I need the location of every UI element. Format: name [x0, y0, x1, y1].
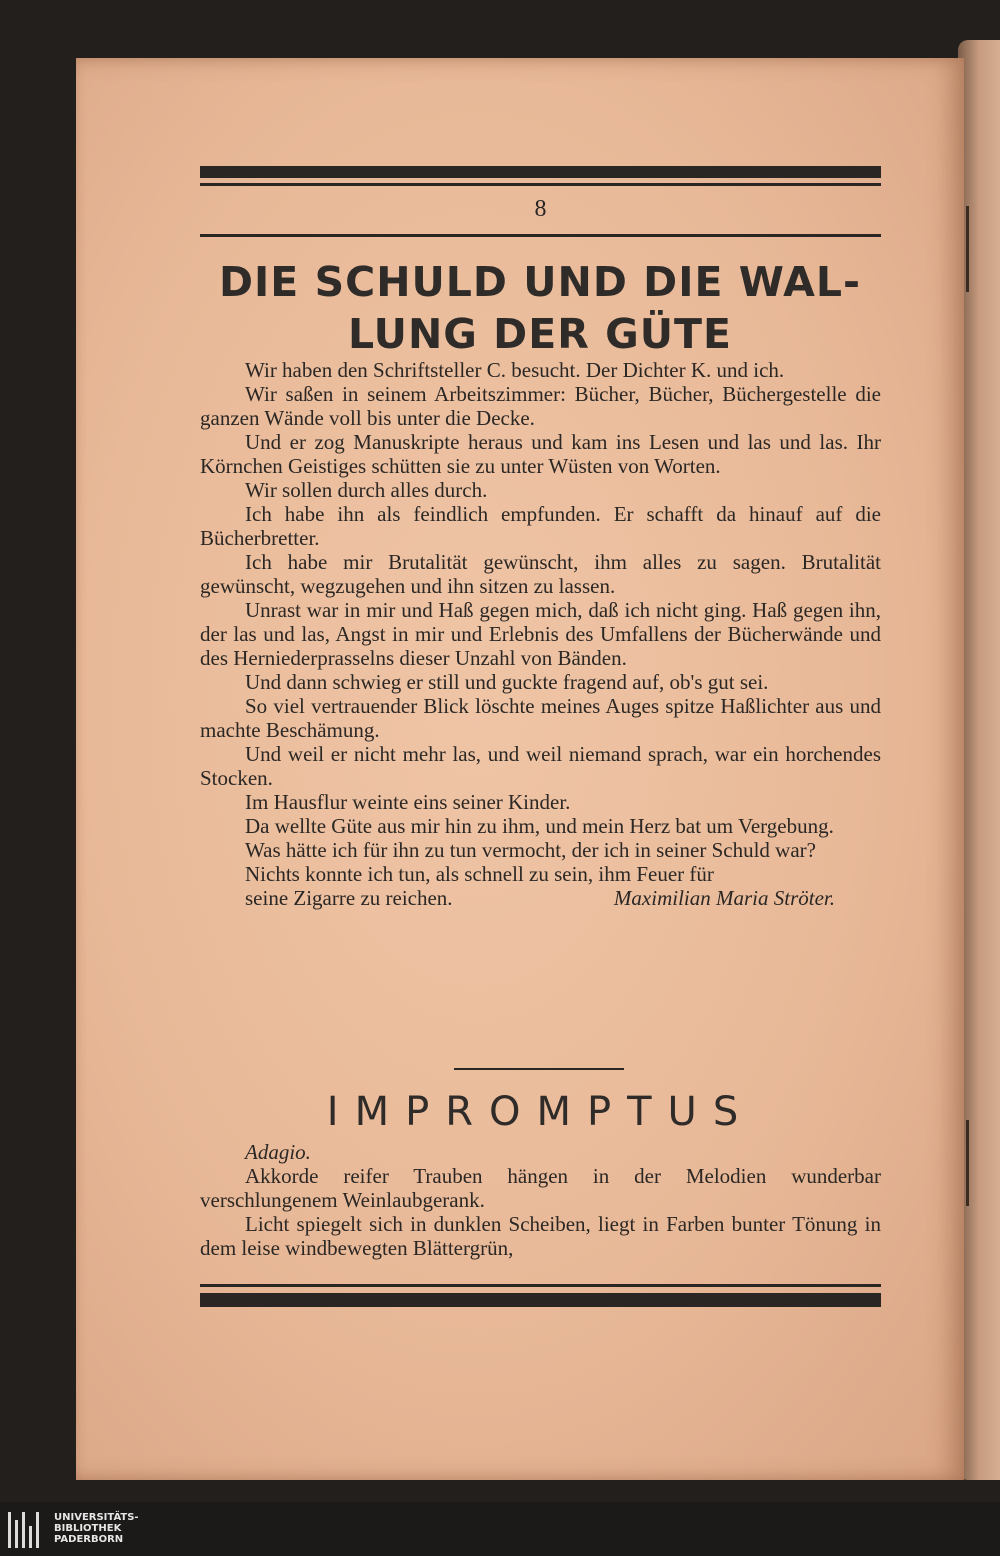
paragraph: Und dann schwieg er still und guckte fragend auf, ob's gut sei. [245, 670, 769, 694]
binding-stitch [966, 206, 969, 292]
header-thin-rule [200, 183, 881, 186]
section-divider [454, 1068, 624, 1070]
paragraph: So viel vertrauender Blick löschte meines Auges spitze Haßlichter aus und machte Beschämung. [200, 694, 881, 742]
library-line: BIBLIOTHEK [54, 1523, 122, 1534]
library-logo-icon [8, 1512, 46, 1548]
binding-stitch [966, 1120, 969, 1206]
closing-line [200, 886, 881, 910]
paragraph: Akkorde reifer Trauben hängen in der Melodien wunderbar verschlungenem Weinlaubgerank. [200, 1164, 881, 1212]
footer-thin-rule [200, 1284, 881, 1287]
paragraph: Ich habe ihn als feindlich empfunden. Er schafft da hinauf auf die Bücherbretter. [200, 502, 881, 550]
tempo-marking: Adagio. [245, 1140, 311, 1164]
footer-thick-rule [200, 1293, 881, 1307]
page-number: 8 [534, 196, 547, 222]
story-body [200, 358, 881, 910]
library-name [54, 1512, 139, 1545]
title-line: DIE SCHULD UND DIE WAL- [219, 258, 861, 306]
author-signature: Maximilian Maria Ströter. [613, 886, 835, 910]
paragraph: Licht spiegelt sich in dunklen Scheiben, liegt in Farben bunter Tönung in dem leise windbewegten Blättergrün, [200, 1212, 881, 1260]
paragraph: Wir saßen in seinem Arbeitszimmer: Bücher, Bücher, Büchergestelle die ganzen Wände voll bis unter die Decke. [200, 382, 881, 430]
paragraph: Und weil er nicht mehr las, und weil niemand sprach, war ein horchendes Stocken. [200, 742, 881, 790]
story-title [195, 256, 885, 360]
impromptus-heading: IMPROMPTUS [326, 1089, 755, 1135]
paragraph: Unrast war in mir und Haß gegen mich, daß ich nicht ging. Haß gegen ihn, der las und las, Angst in mir und Erlebnis des Umfallens der Bücherwände und des Herniederprasselns dieser Unzahl von Bänden. [200, 598, 881, 670]
facing-page-edge [958, 40, 1000, 1480]
header-bottom-rule [200, 234, 881, 237]
title-line: LUNG DER GÜTE [347, 310, 732, 358]
header-thick-rule [200, 166, 881, 178]
library-footer [0, 1502, 1000, 1556]
paragraph: Nichts konnte ich tun, als schnell zu sein, ihm Feuer für [245, 862, 714, 886]
paragraph: Im Hausflur weinte eins seiner Kinder. [245, 790, 571, 814]
impromptus-body [200, 1140, 881, 1260]
closing-text: seine Zigarre zu reichen. [245, 886, 453, 910]
paragraph: Was hätte ich für ihn zu tun vermocht, der ich in seiner Schuld war? [245, 838, 816, 862]
paragraph: Und er zog Manuskripte heraus und kam ins Lesen und las und las. Ihr Körnchen Geistiges schütten sie zu unter Wüsten von Worten. [200, 430, 881, 478]
paragraph: Wir sollen durch alles durch. [245, 478, 488, 502]
paragraph: Ich habe mir Brutalität gewünscht, ihm alles zu sagen. Brutalität gewünscht, wegzugehen und ihn sitzen zu lassen. [200, 550, 881, 598]
paragraph: Wir haben den Schriftsteller C. besucht. Der Dichter K. und ich. [245, 358, 785, 382]
paragraph: Da wellte Güte aus mir hin zu ihm, und mein Herz bat um Vergebung. [245, 814, 834, 838]
library-line: UNIVERSITÄTS- [54, 1512, 139, 1523]
library-line: PADERBORN [54, 1534, 124, 1545]
